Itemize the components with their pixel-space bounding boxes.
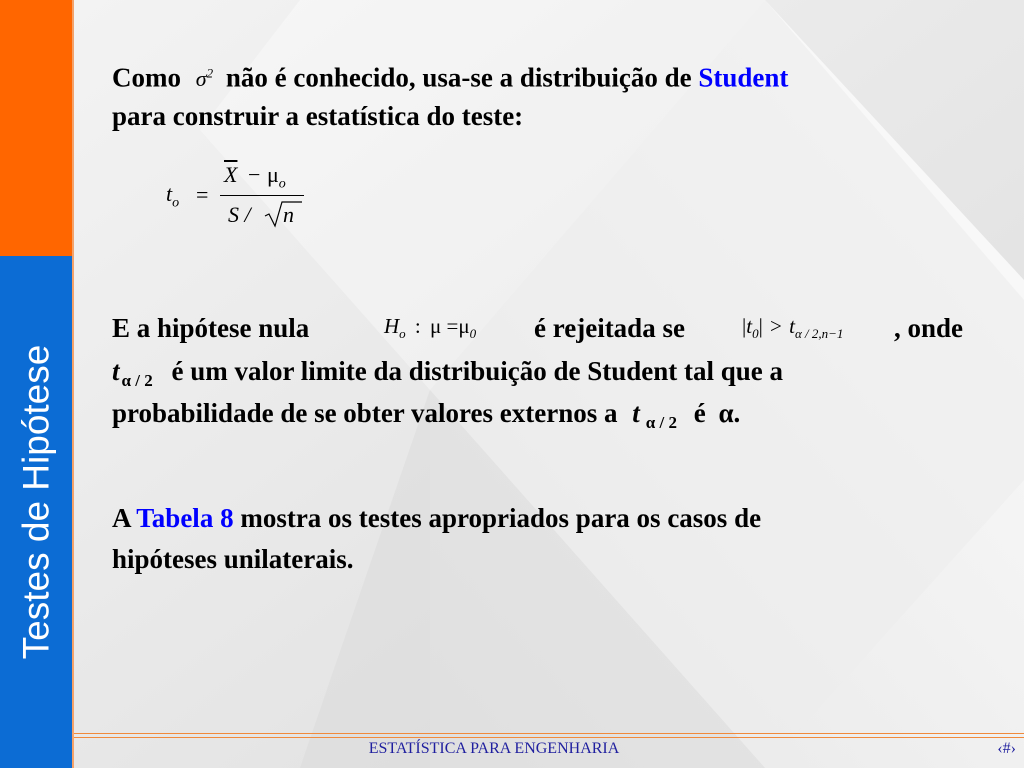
t0-formula xyxy=(150,160,310,235)
formula-denominator-n: n xyxy=(283,202,294,227)
paragraph-2-line-1 xyxy=(112,308,309,348)
formula-equals: = xyxy=(196,182,209,207)
text-hipotese-nula: E a hipótese nula xyxy=(112,313,310,343)
paragraph-3-line-2: hipóteses unilaterais. xyxy=(112,544,354,574)
sigma-squared: $\sigma^2$ xyxy=(195,66,214,92)
page-number: ‹#› xyxy=(997,740,1016,757)
paragraph-3-line-1: A Tabela 8 mostra os testes apropriados para os casos de xyxy=(112,503,762,533)
formula-denominator-s: S / xyxy=(228,202,251,227)
sidebar-divider xyxy=(72,0,74,768)
paragraph-1-line-2: para construir a estatística do teste: xyxy=(112,101,524,131)
sidebar-orange-block xyxy=(0,0,72,256)
formula-mu: $\mu_o$ xyxy=(267,162,286,192)
text-nao-conhecido: não é conhecido, usa-se a distribuição de xyxy=(225,62,692,93)
formula-xbar: $\overline{X}$ xyxy=(224,162,238,187)
formula-lhs: $t_o$ xyxy=(166,181,180,211)
footer-rule-bottom xyxy=(74,737,1024,738)
text-rejeitada-se: é rejeitada se xyxy=(534,313,685,343)
footer-rule-top xyxy=(74,733,1024,734)
tabela-8-link-text: Tabela 8 xyxy=(136,503,234,533)
rejection-condition: $|t_0| > t_{\alpha / 2,n-1}$ xyxy=(742,314,844,342)
text-onde: , onde xyxy=(894,313,964,343)
formula-minus: − xyxy=(248,162,261,187)
student-link-text: Student xyxy=(698,62,789,93)
null-hypothesis-formula: $H_o$ : $\mu =\mu_0$ xyxy=(384,314,477,342)
paragraph-2-line-3: probabilidade de se obter valores externos a t $_{\alpha / 2}$ é α. xyxy=(112,398,741,433)
text-como: Como xyxy=(112,62,181,93)
sidebar-title: Testes de Hipótese xyxy=(15,344,57,660)
footer-title: ESTATÍSTICA PARA ENGENHARIA xyxy=(368,740,620,757)
fraction-bar xyxy=(220,195,304,196)
paragraph-1-line-1 xyxy=(112,54,788,99)
paragraph-2-line-2: t $_{\alpha / 2}$ é um valor limite da distribuição de Student tal que a xyxy=(112,356,784,391)
